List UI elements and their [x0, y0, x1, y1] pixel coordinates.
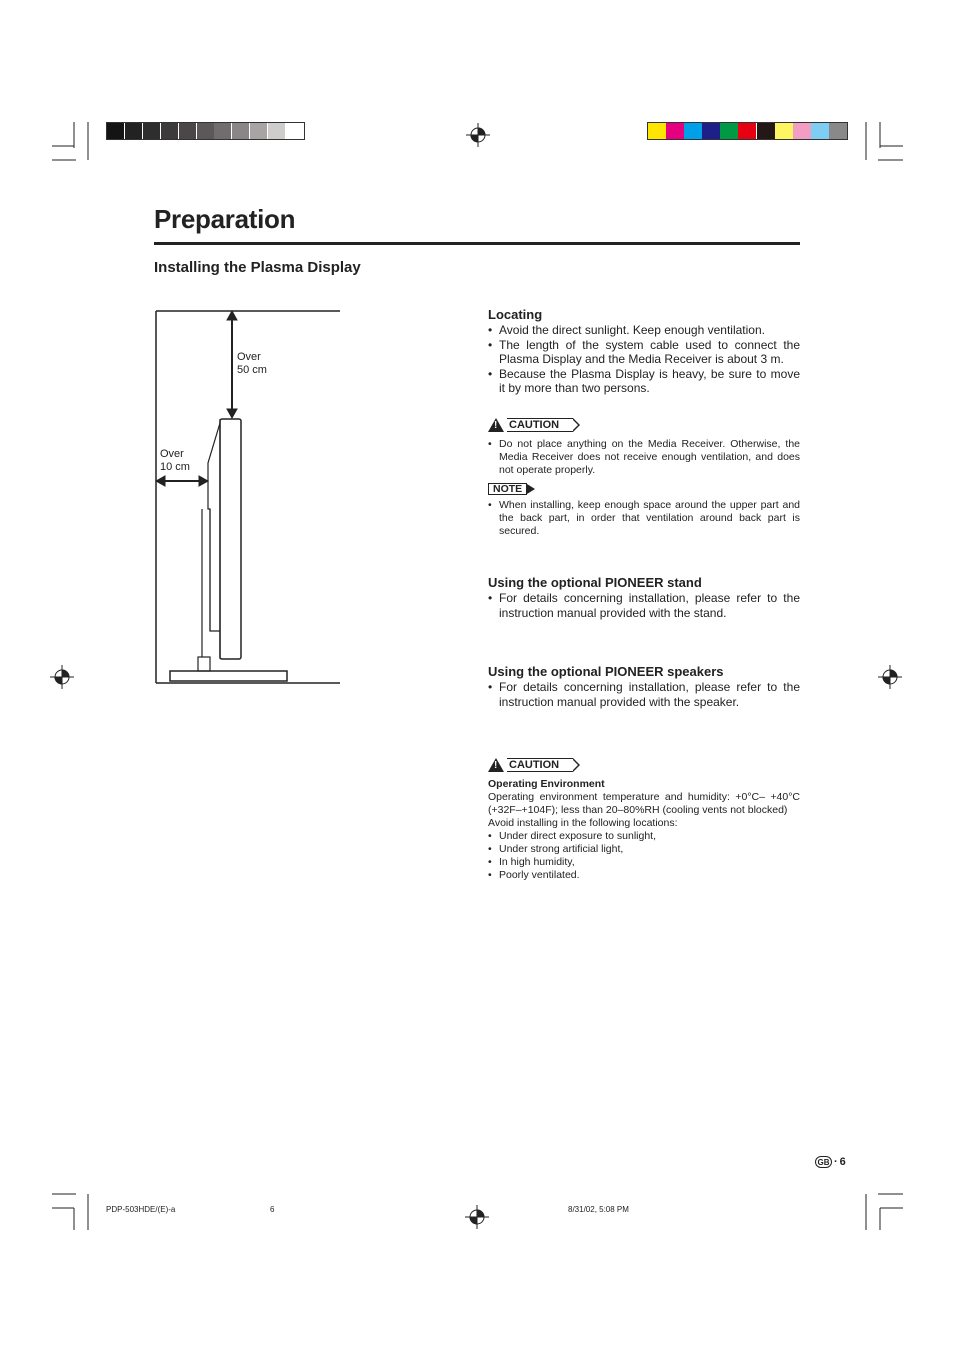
- caution-badge: [488, 758, 573, 772]
- environment-item: • Under direct exposure to sunlight,: [488, 830, 800, 843]
- note-label: NOTE: [488, 483, 527, 495]
- note-item: • When installing, keep enough space around the upper part and the back part, in order that ventilation around back part is secured.: [488, 499, 800, 538]
- svg-text:GB: GB: [817, 1158, 830, 1167]
- registration-target-top: [466, 123, 490, 147]
- grayscale-color-bar: [106, 122, 305, 140]
- top-clearance-line-1: Over: [237, 351, 261, 363]
- color-swatch: [648, 123, 666, 139]
- footer-timestamp: 8/31/02, 5:08 PM: [568, 1205, 629, 1214]
- note-badge: [488, 483, 535, 495]
- footer-print-page: 6: [270, 1205, 275, 1214]
- color-swatch: [197, 123, 214, 139]
- page-number-block: GB · 6: [815, 1156, 846, 1168]
- locating-note: [488, 479, 800, 538]
- color-swatch: [232, 123, 249, 139]
- title-rule: [154, 242, 800, 245]
- color-swatch: [793, 123, 811, 139]
- environment-subheading: Operating Environment: [488, 778, 605, 790]
- stand-item: • For details concerning installation, please refer to the instruction manual provided with the stand.: [488, 591, 800, 620]
- color-swatch: [286, 123, 303, 139]
- locating-heading: Locating: [488, 307, 543, 322]
- color-swatch: [161, 123, 178, 139]
- locating-item: • Because the Plasma Display is heavy, be sure to move it by more than two persons.: [488, 367, 800, 396]
- environment-text: Operating environment temperature and humidity: +0°C– +40°C (+32F–+104F); less than 20–80%RH (cooling vents not blocked): [488, 791, 800, 816]
- color-swatch: [738, 123, 756, 139]
- color-swatch: [179, 123, 196, 139]
- registration-target-right: [878, 665, 902, 689]
- color-swatch: [268, 123, 285, 139]
- locating-caution: [488, 418, 800, 477]
- color-swatch: [775, 123, 793, 139]
- caution-list: [488, 438, 800, 477]
- registration-target-bottom: [465, 1205, 489, 1229]
- color-swatch: [107, 123, 124, 139]
- caution-item: • Do not place anything on the Media Receiver. Otherwise, the Media Receiver does not receive enough ventilation, and does not operate properly.: [488, 438, 800, 477]
- locating-item: • Avoid the direct sunlight. Keep enough ventilation.: [488, 323, 800, 338]
- color-swatch: [666, 123, 684, 139]
- note-list: [488, 499, 800, 538]
- caution-badge: [488, 418, 573, 432]
- color-swatch: [214, 123, 231, 139]
- arrow-right-icon: [527, 484, 535, 494]
- speakers-item: • For details concerning installation, please refer to the instruction manual provided with the speaker.: [488, 680, 800, 709]
- top-clearance-label: [237, 351, 267, 377]
- stand-heading: Using the optional PIONEER stand: [488, 575, 702, 590]
- speakers-heading: Using the optional PIONEER speakers: [488, 664, 724, 679]
- environment-caution: [488, 758, 800, 882]
- speakers-section: [488, 664, 800, 709]
- locating-list: [488, 323, 800, 396]
- environment-item: • In high humidity,: [488, 856, 800, 869]
- side-clearance-line-2: 10 cm: [160, 461, 190, 473]
- registration-target-left: [50, 665, 74, 689]
- color-swatch: [143, 123, 160, 139]
- footer-file: PDP-503HDE/(E)-a: [106, 1205, 176, 1214]
- color-swatch: [250, 123, 267, 139]
- caution-label: CAUTION: [507, 758, 573, 772]
- warning-icon: !: [488, 758, 504, 772]
- locating-item: • The length of the system cable used to connect the Plasma Display and the Media Receiver is about 3 m.: [488, 338, 800, 367]
- environment-item: • Poorly ventilated.: [488, 869, 800, 882]
- side-clearance-line-1: Over: [160, 448, 184, 460]
- color-swatch: [829, 123, 847, 139]
- environment-item: • Under strong artificial light,: [488, 843, 800, 856]
- color-swatch: [125, 123, 142, 139]
- speakers-list: [488, 680, 800, 709]
- caution-label: CAUTION: [507, 418, 573, 432]
- environment-list: [488, 830, 800, 882]
- environment-avoid-intro: Avoid installing in the following locations:: [488, 817, 678, 829]
- side-clearance-label: [160, 448, 190, 474]
- color-swatch: [720, 123, 738, 139]
- process-color-bar: [647, 122, 848, 140]
- page-number: 6: [839, 1156, 846, 1168]
- locating-section: [488, 307, 800, 396]
- color-swatch: [702, 123, 720, 139]
- stand-section: [488, 575, 800, 620]
- top-clearance-line-2: 50 cm: [237, 364, 267, 376]
- color-swatch: [811, 123, 829, 139]
- color-swatch: [684, 123, 702, 139]
- warning-icon: !: [488, 418, 504, 432]
- page-title: Preparation: [154, 204, 296, 234]
- stand-list: [488, 591, 800, 620]
- gb-language-icon: [815, 1156, 832, 1168]
- section-heading: Installing the Plasma Display: [154, 259, 361, 276]
- color-swatch: [757, 123, 775, 139]
